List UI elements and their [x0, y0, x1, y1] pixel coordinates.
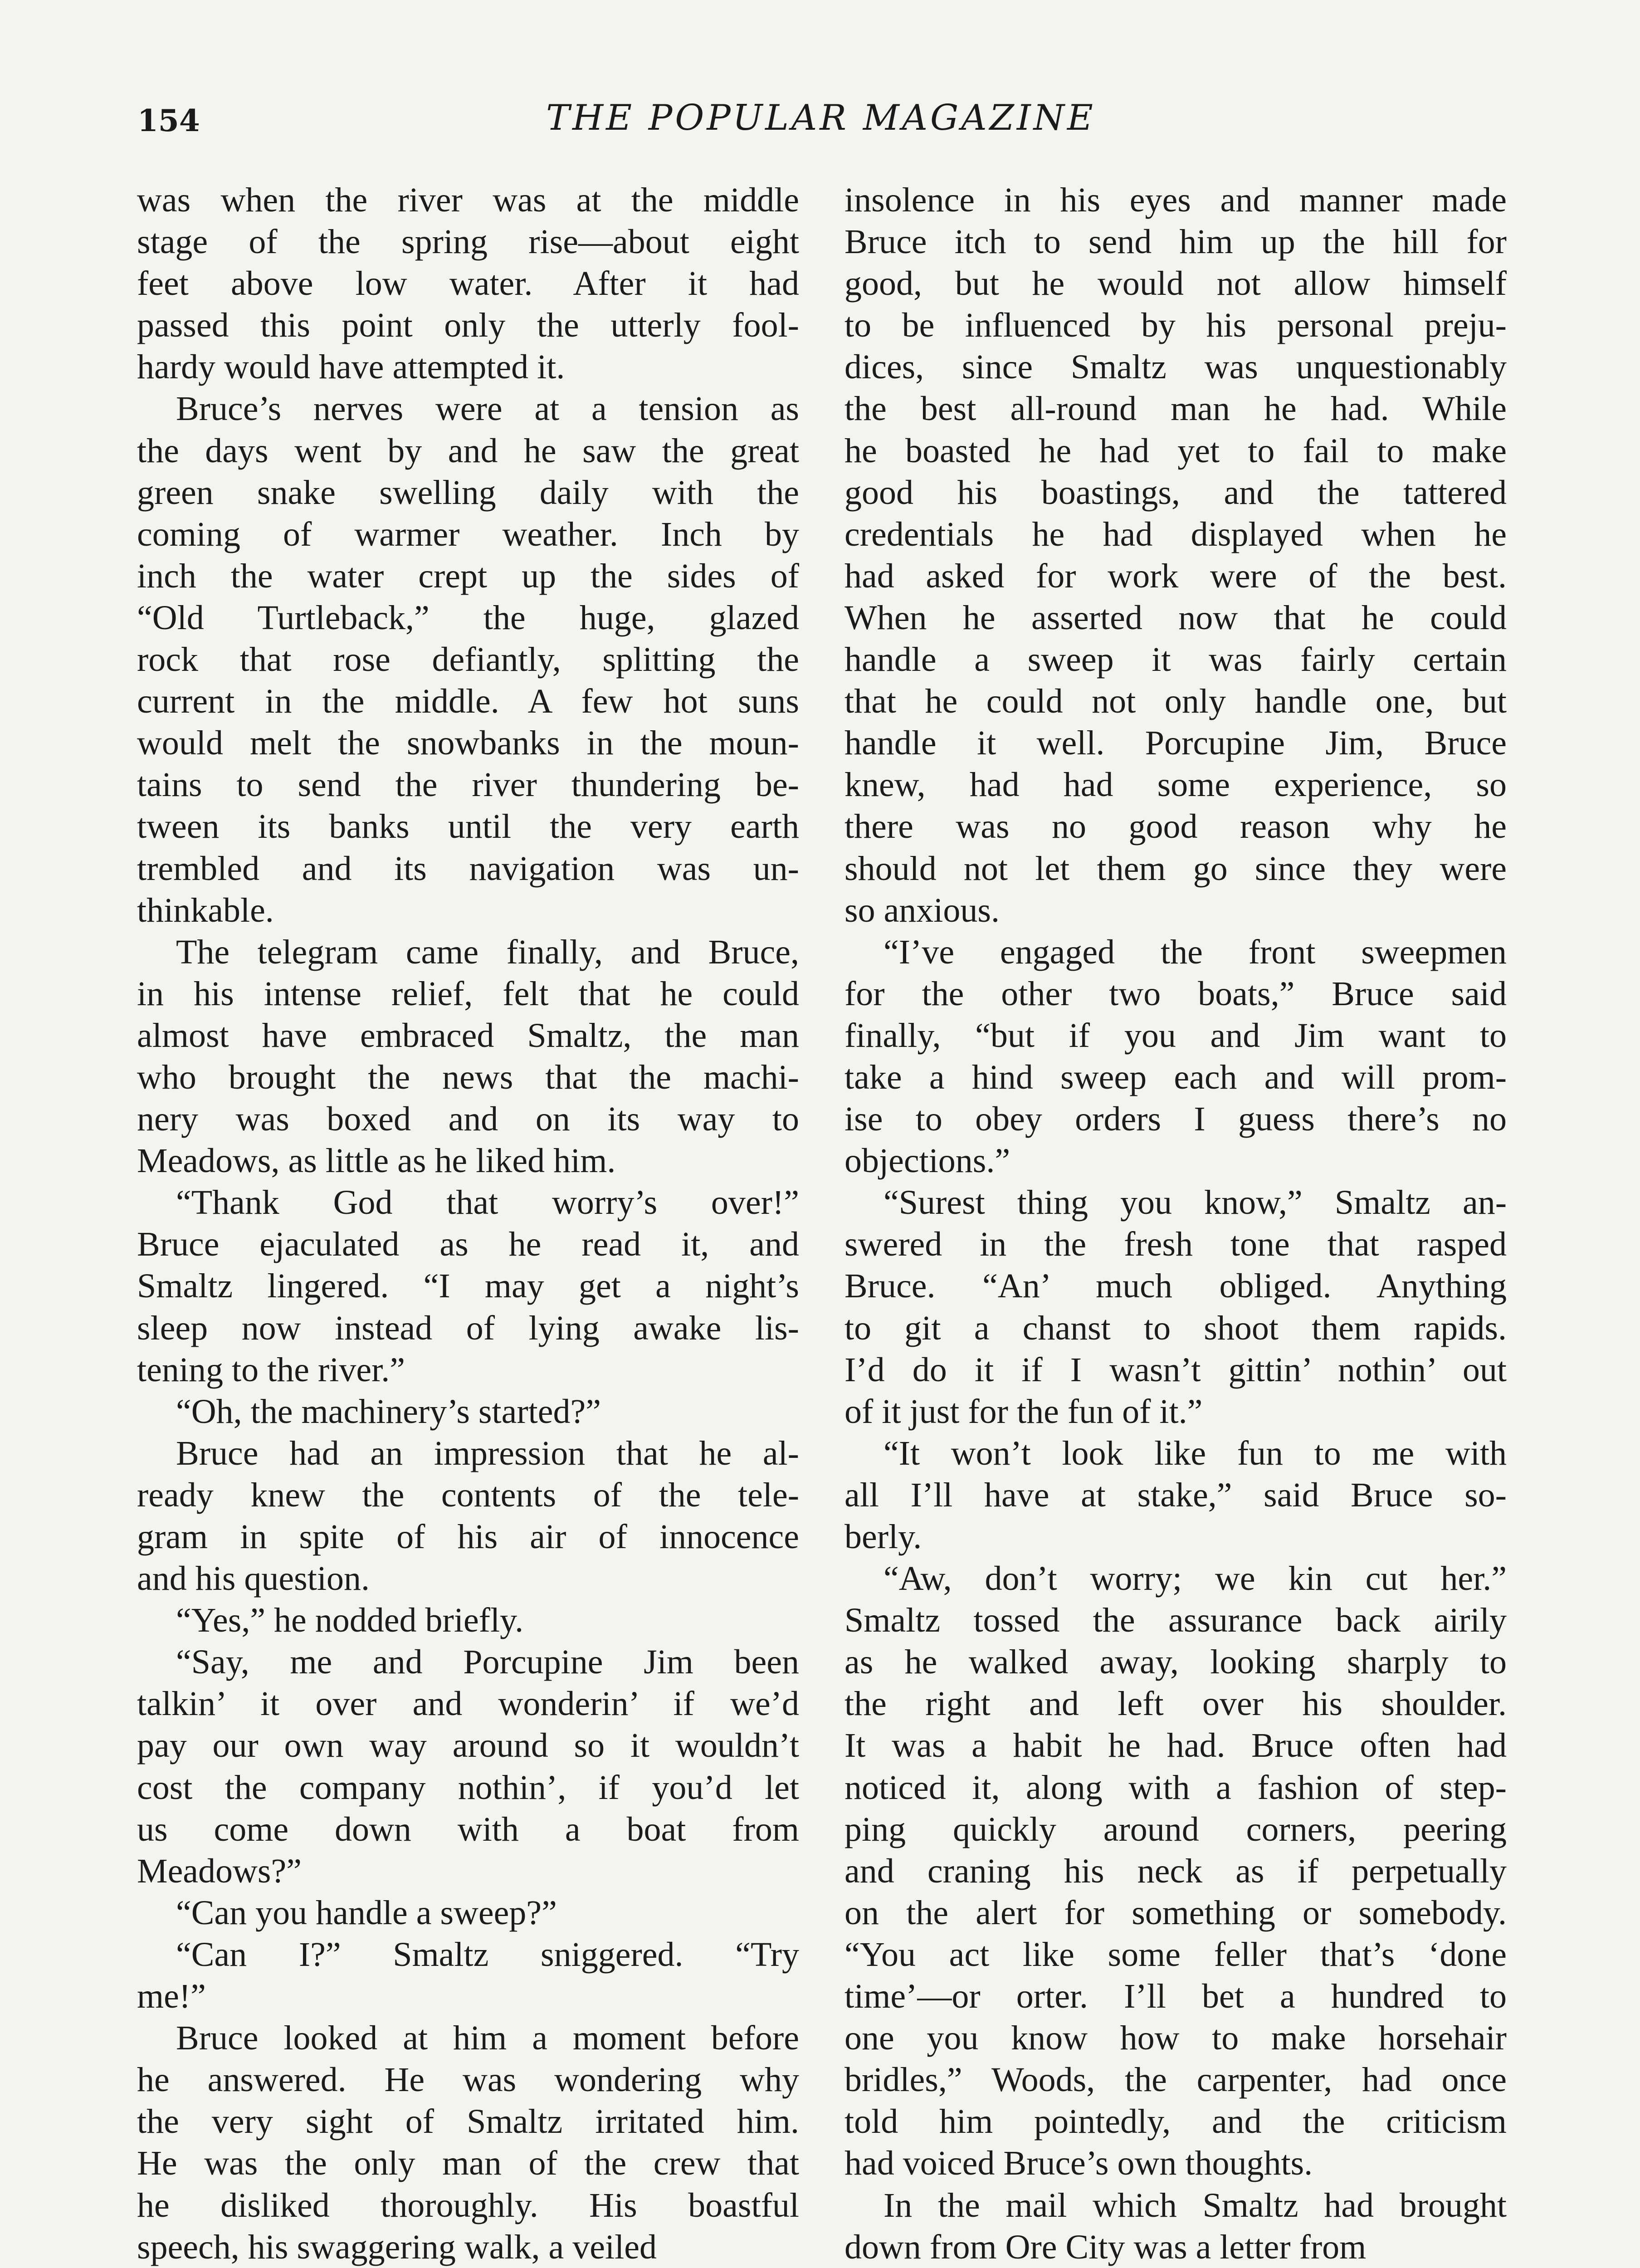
- text-line: tains to send the river thundering be-: [137, 766, 799, 804]
- text-line: on the alert for something or somebody.: [844, 1893, 1507, 1932]
- text-line: to git a chanst to shoot them rapids.: [844, 1309, 1507, 1347]
- left-text-column: [137, 179, 799, 2268]
- text-line: Bruce had an impression that he al-: [176, 1434, 799, 1472]
- text-line: had voiced Bruce’s own thoughts.: [844, 2144, 1313, 2183]
- text-line: Bruce’s nerves were at a tension as: [176, 390, 799, 428]
- paragraph: [137, 1391, 799, 1432]
- paragraph: [137, 1892, 799, 1934]
- text-line: Bruce itch to send him up the hill for: [844, 223, 1507, 261]
- text-line: Smaltz tossed the assurance back airily: [844, 1601, 1507, 1640]
- paragraph: [137, 2017, 799, 2268]
- text-line: cost the company nothin’, if you’d let: [137, 1768, 799, 1807]
- text-line: When he asserted now that he could: [844, 598, 1507, 637]
- paragraph: [137, 931, 799, 1182]
- text-line: green snake swelling daily with the: [137, 473, 799, 512]
- text-line: handle it well. Porcupine Jim, Bruce: [844, 724, 1507, 763]
- text-line: us come down with a boat from: [137, 1810, 799, 1848]
- text-line: “Aw, don’t worry; we kin cut her.”: [883, 1559, 1507, 1598]
- text-line: Meadows, as little as he liked him.: [137, 1142, 616, 1180]
- paragraph: [844, 179, 1507, 931]
- text-line: “I’ve engaged the front sweepmen: [883, 933, 1507, 971]
- text-line: inch the water crept up the sides of: [137, 557, 799, 595]
- text-line: thinkable.: [137, 891, 274, 929]
- text-line: “Old Turtleback,” the huge, glazed: [137, 598, 799, 637]
- text-line: of it just for the fun of it.”: [844, 1392, 1203, 1431]
- page-number: 154: [137, 103, 200, 138]
- text-line: stage of the spring rise—about eight: [137, 223, 799, 261]
- text-line: he boasted he had yet to fail to make: [844, 431, 1507, 470]
- text-line: “Say, me and Porcupine Jim been: [176, 1643, 799, 1681]
- text-line: handle a sweep it was fairly certain: [844, 640, 1507, 679]
- text-line: told him pointedly, and the criticism: [844, 2102, 1507, 2141]
- text-line: the days went by and he saw the great: [137, 431, 799, 470]
- text-line: take a hind sweep each and will prom-: [844, 1058, 1507, 1096]
- text-line: in his intense relief, felt that he could: [137, 974, 799, 1013]
- text-line: dices, since Smaltz was unquestionably: [844, 348, 1507, 386]
- text-line: that he could not only handle one, but: [844, 682, 1507, 721]
- text-line: objections.”: [844, 1142, 1010, 1180]
- paragraph: [137, 179, 799, 388]
- text-line: time’—or orter. I’ll bet a hundred to: [844, 1977, 1507, 2016]
- text-line: would melt the snowbanks in the moun-: [137, 724, 799, 763]
- paragraph: [137, 1599, 799, 1641]
- text-line: good his boastings, and the tattered: [844, 473, 1507, 512]
- text-line: berly.: [844, 1518, 922, 1556]
- text-line: down from Ore City was a letter from: [844, 2228, 1367, 2266]
- text-line: rock that rose defiantly, splitting the: [137, 640, 799, 679]
- page-header: [0, 98, 1640, 147]
- text-line: bridles,” Woods, the carpenter, had once: [844, 2061, 1507, 2099]
- text-line: as he walked away, looking sharply to: [844, 1643, 1507, 1681]
- text-line: passed this point only the utterly fool-: [137, 306, 799, 345]
- text-line: Bruce looked at him a moment before: [176, 2019, 799, 2058]
- paragraph: [137, 1934, 799, 2017]
- text-line: trembled and its navigation was un-: [137, 849, 799, 888]
- text-line: “Yes,” he nodded briefly.: [176, 1601, 524, 1640]
- paragraph: [137, 1641, 799, 1892]
- paragraph: [844, 1558, 1507, 2184]
- text-line: and his question.: [137, 1559, 370, 1598]
- text-line: feet above low water. After it had: [137, 264, 799, 303]
- text-line: ready knew the contents of the tele-: [137, 1476, 799, 1514]
- text-line: It was a habit he had. Bruce often had: [844, 1726, 1507, 1765]
- text-line: the very sight of Smaltz irritated him.: [137, 2102, 799, 2141]
- text-line: Bruce. “An’ much obliged. Anything: [844, 1267, 1507, 1305]
- text-line: hardy would have attempted it.: [137, 348, 565, 386]
- text-line: credentials he had displayed when he: [844, 515, 1507, 553]
- text-line: swered in the fresh tone that rasped: [844, 1225, 1507, 1264]
- text-line: who brought the news that the machi-: [137, 1058, 799, 1096]
- text-line: was when the river was at the middle: [137, 181, 799, 219]
- text-line: the right and left over his shoulder.: [844, 1685, 1507, 1723]
- text-line: almost have embraced Smaltz, the man: [137, 1016, 799, 1055]
- text-line: coming of warmer weather. Inch by: [137, 515, 799, 553]
- text-line: Smaltz lingered. “I may get a night’s: [137, 1267, 799, 1305]
- text-line: ise to obey orders I guess there’s no: [844, 1100, 1507, 1139]
- text-line: and craning his neck as if perpetually: [844, 1852, 1507, 1890]
- text-line: I’d do it if I wasn’t gittin’ nothin’ out: [844, 1350, 1507, 1389]
- text-line: should not let them go since they were: [844, 849, 1507, 888]
- text-line: one you know how to make horsehair: [844, 2019, 1507, 2058]
- text-line: knew, had had some experience, so: [844, 766, 1507, 804]
- text-line: Bruce ejaculated as he read it, and: [137, 1225, 799, 1264]
- text-line: there was no good reason why he: [844, 807, 1507, 846]
- text-line: me!”: [137, 1977, 206, 2016]
- text-line: insolence in his eyes and manner made: [844, 181, 1507, 219]
- paragraph: [844, 1182, 1507, 1432]
- text-line: good, but he would not allow himself: [844, 264, 1507, 303]
- text-line: to be influenced by his personal preju-: [844, 306, 1507, 345]
- text-line: In the mail which Smaltz had brought: [883, 2186, 1507, 2224]
- text-line: tening to the river.”: [137, 1350, 405, 1389]
- text-line: “Oh, the machinery’s started?”: [176, 1392, 601, 1431]
- paragraph: [137, 1182, 799, 1390]
- text-line: sleep now instead of lying awake lis-: [137, 1309, 799, 1347]
- text-line: for the other two boats,” Bruce said: [844, 974, 1507, 1013]
- text-line: Meadows?”: [137, 1852, 302, 1890]
- paragraph: [137, 1432, 799, 1599]
- running-title: THE POPULAR MAGAZINE: [546, 98, 1096, 138]
- text-line: “Surest thing you know,” Smaltz an-: [883, 1183, 1507, 1222]
- paragraph: [137, 388, 799, 931]
- text-line: pay our own way around so it wouldn’t: [137, 1726, 799, 1765]
- right-text-column: [844, 179, 1507, 2268]
- paragraph: [844, 2185, 1507, 2268]
- text-line: finally, “but if you and Jim want to: [844, 1016, 1507, 1055]
- text-line: speech, his swaggering walk, a veiled: [137, 2228, 657, 2266]
- paragraph: [844, 1432, 1507, 1558]
- text-line: had asked for work were of the best.: [844, 557, 1507, 595]
- text-line: talkin’ it over and wonderin’ if we’d: [137, 1685, 799, 1723]
- text-line: “Thank God that worry’s over!”: [176, 1183, 799, 1222]
- text-line: “You act like some feller that’s ‘done: [844, 1935, 1507, 1974]
- text-line: He was the only man of the crew that: [137, 2144, 799, 2183]
- text-line: all I’ll have at stake,” said Bruce so-: [844, 1476, 1507, 1514]
- text-line: “It won’t look like fun to me with: [883, 1434, 1507, 1472]
- text-line: gram in spite of his air of innocence: [137, 1518, 799, 1556]
- text-line: he answered. He was wondering why: [137, 2061, 799, 2099]
- text-line: “Can I?” Smaltz sniggered. “Try: [176, 1935, 799, 1974]
- text-line: tween its banks until the very earth: [137, 807, 799, 846]
- text-line: so anxious.: [844, 891, 1000, 929]
- text-line: the best all-round man he had. While: [844, 390, 1507, 428]
- text-line: ping quickly around corners, peering: [844, 1810, 1507, 1848]
- text-line: he disliked thoroughly. His boastful: [137, 2186, 799, 2224]
- text-line: The telegram came finally, and Bruce,: [176, 933, 799, 971]
- text-line: current in the middle. A few hot suns: [137, 682, 799, 721]
- text-line: noticed it, along with a fashion of step-: [844, 1768, 1507, 1807]
- paragraph: [844, 931, 1507, 1182]
- text-line: nery was boxed and on its way to: [137, 1100, 799, 1139]
- text-line: “Can you handle a sweep?”: [176, 1893, 557, 1932]
